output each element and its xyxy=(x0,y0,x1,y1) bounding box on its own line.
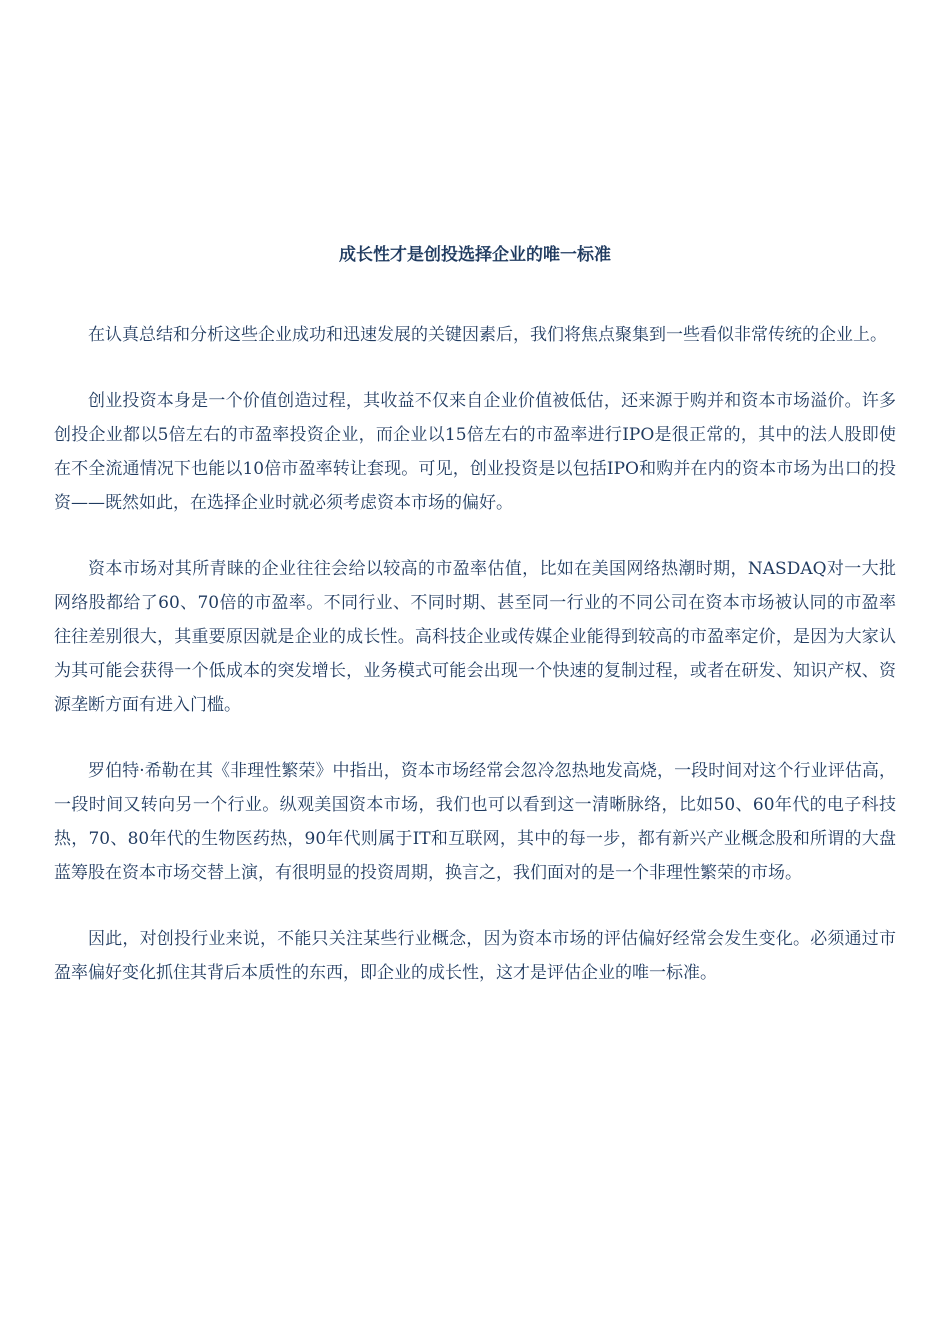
paragraph-1: 在认真总结和分析这些企业成功和迅速发展的关键因素后，我们将焦点聚集到一些看似非常传统的企业上。 xyxy=(88,325,887,345)
paragraph-5: 因此，对创投行业来说，不能只关注某些行业概念，因为资本市场的评估偏好经常会发生变化。必须通过市盈率偏好变化抓住其背后本质性的东西，即企业的成长性，这才是评估企业的唯一标准。 xyxy=(54,929,896,983)
document-body xyxy=(54,318,896,1022)
paragraph-3: 资本市场对其所青睐的企业往往会给以较高的市盈率估值，比如在美国网络热潮时期，NASDAQ对一大批网络股都给了60、70倍的市盈率。不同行业、不同时期、甚至同一行业的不同公司在资本市场被认同的市盈率往往差别很大，其重要原因就是企业的成长性。高科技企业或传媒企业能得到较高的市盈率定价，是因为大家认为其可能会获得一个低成本的突发增长，业务模式可能会出现一个快速的复制过程，或者在研发、知识产权、资源垄断方面有进入门槛。 xyxy=(54,559,896,715)
document-title: 成长性才是创投选择企业的唯一标准 xyxy=(339,245,611,265)
paragraph-2: 创业投资本身是一个价值创造过程，其收益不仅来自企业价值被低估，还来源于购并和资本市场溢价。许多创投企业都以5倍左右的市盈率投资企业，而企业以15倍左右的市盈率进行IPO是很正常的，其中的法人股即使在不全流通情况下也能以10倍市盈率转让套现。可见，创业投资是以包括IPO和购并在内的资本市场为出口的投资——既然如此，在选择企业时就必须考虑资本市场的偏好。 xyxy=(54,391,896,513)
paragraph-4: 罗伯特·希勒在其《非理性繁荣》中指出，资本市场经常会忽冷忽热地发高烧，一段时间对这个行业评估高，一段时间又转向另一个行业。纵观美国资本市场，我们也可以看到这一清晰脉络，比如50、60年代的电子科技热，70、80年代的生物医药热，90年代则属于IT和互联网，其中的每一步，都有新兴产业概念股和所谓的大盘蓝筹股在资本市场交替上演，有很明显的投资周期，换言之，我们面对的是一个非理性繁荣的市场。 xyxy=(54,761,896,883)
